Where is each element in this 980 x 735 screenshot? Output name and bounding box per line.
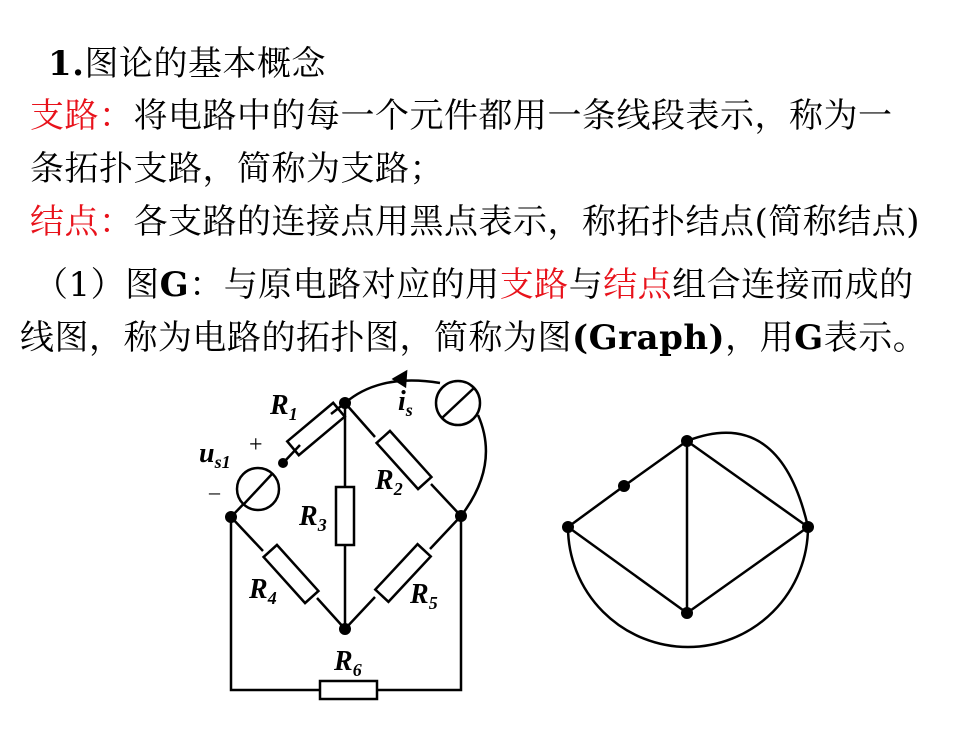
graph-node-bottom <box>681 607 693 619</box>
label-minus: – <box>209 479 220 504</box>
current-source-arc-right <box>461 415 486 516</box>
label-r4: $R_4$ <box>249 574 277 608</box>
heading-title: 图论的基本概念 <box>84 44 326 84</box>
heading-number: 1. <box>48 44 85 84</box>
label-r5: $R_5$ <box>410 579 438 613</box>
current-source-arc-left <box>345 381 440 404</box>
graph-colon: ： <box>189 265 224 305</box>
graph-edge-bottom-to-right <box>687 527 808 613</box>
node-definition: 各支路的连接点用黑点表示，称拓扑结点(简称结点) <box>133 202 921 242</box>
graph-node-top <box>681 435 693 447</box>
graph-definition-a: 与原电路对应的用 <box>223 265 500 305</box>
circuit-node-source <box>278 458 288 468</box>
wire-top-to-r2 <box>345 403 375 437</box>
label-r6: $R_6$ <box>334 646 362 680</box>
graph-branch-term: 支路 <box>499 265 569 305</box>
label-r1: $R_1$ <box>270 390 298 424</box>
circuit-node-left <box>225 511 237 523</box>
graph-word: (Graph) <box>572 318 726 358</box>
graph-edge-left-to-mid <box>568 486 624 527</box>
graph-symbol-2: G <box>794 318 824 358</box>
graph-edge-top-to-right <box>687 441 808 527</box>
wire-bottom-to-r5 <box>345 597 375 629</box>
circuit-diagram <box>231 372 486 699</box>
wire-left-to-r4 <box>231 517 263 551</box>
branch-definition-2: 条拓扑支路，简称为支路； <box>30 149 444 189</box>
resistor-r6 <box>320 681 377 699</box>
wire-r2-to-right <box>431 484 461 516</box>
wire-r5-to-right <box>430 516 461 549</box>
graph-definition-c: 组合连接而成的 <box>672 265 914 305</box>
graph-prefix: （1）图 <box>34 265 160 305</box>
label-r3: $R_3$ <box>299 501 327 535</box>
graph-node-left <box>562 521 574 533</box>
label-plus: + <box>249 432 263 458</box>
graph-definition-2c: 表示。 <box>823 318 928 358</box>
circuit-labels <box>199 386 438 680</box>
wire-r4-to-bottom <box>317 598 345 629</box>
circuit-node-top <box>339 397 351 409</box>
graph-definition-b: 与 <box>568 265 604 305</box>
circuit-node-right <box>455 510 467 522</box>
graph-edge-mid-to-top <box>624 441 687 486</box>
resistor-r3 <box>336 487 354 545</box>
label-us1: $u_{s1}$ <box>199 438 231 472</box>
graph-node-term: 结点 <box>603 265 673 305</box>
graph-edge-left-to-bottom <box>568 527 687 613</box>
branch-definition-1: 将电路中的每一个元件都用一条线段表示，称为一 <box>133 96 893 136</box>
label-r2: $R_2$ <box>375 465 403 499</box>
graph-definition-2b: ，用 <box>725 318 795 358</box>
branch-term: 支路： <box>30 96 134 136</box>
graph-definition-2a: 线图，称为电路的拓扑图，简称为图 <box>20 318 572 358</box>
graph-node-right <box>802 521 814 533</box>
graph-node-mid <box>618 480 630 492</box>
label-is: $i_s$ <box>398 386 413 420</box>
graph-symbol: G <box>159 265 190 305</box>
current-direction-arrow <box>394 372 406 386</box>
circuit-node-bottom <box>339 623 351 635</box>
node-term: 结点： <box>30 202 134 242</box>
